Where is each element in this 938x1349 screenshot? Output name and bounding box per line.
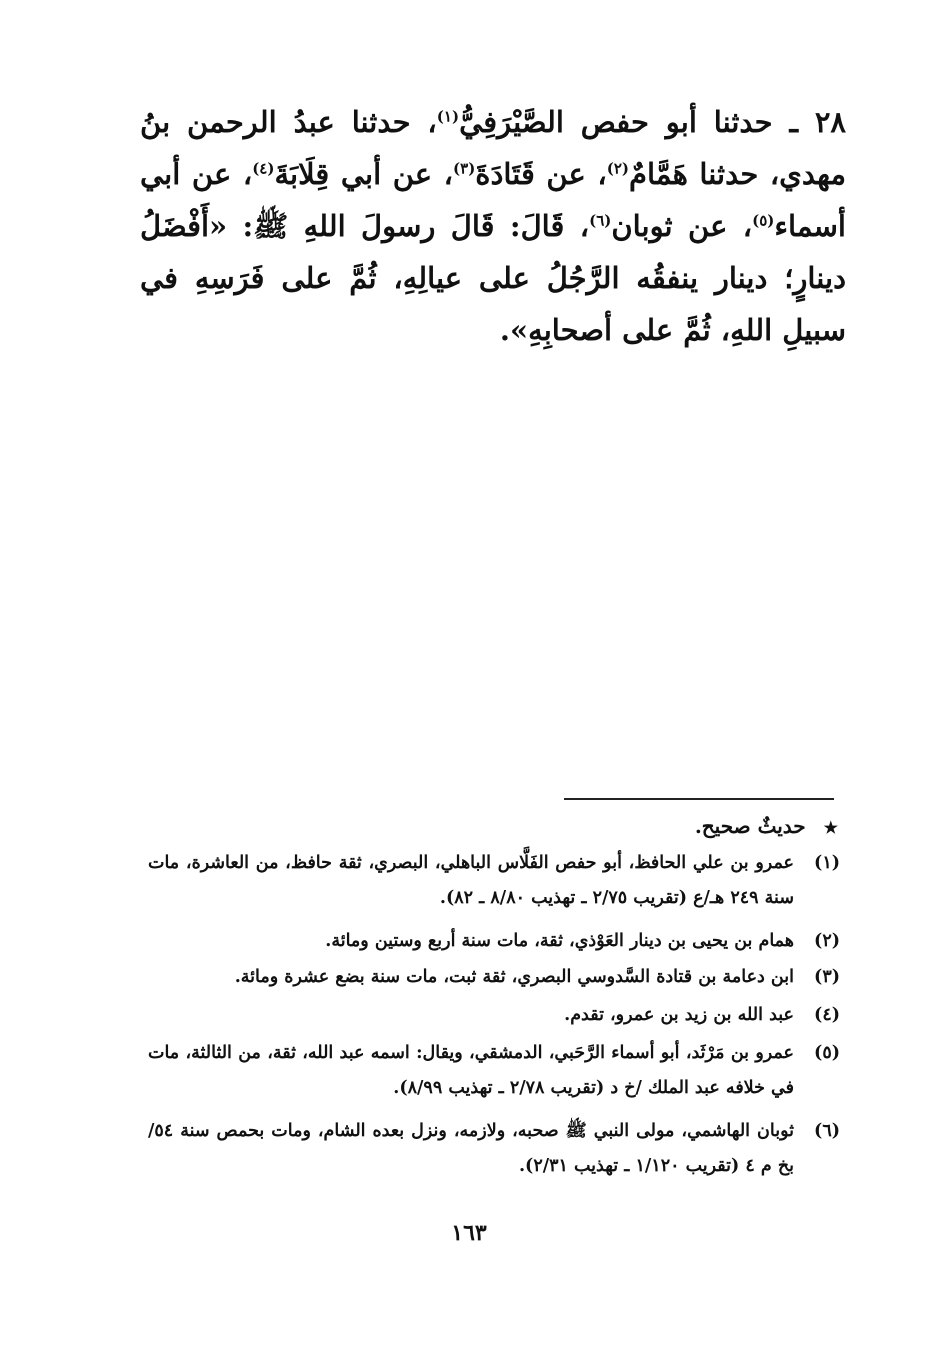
footnote-number: (٥) — [814, 1043, 840, 1063]
hadith-segment: حدثنا أبو حفص الصَّيْرَفِيُّ — [459, 105, 773, 139]
footnote-4 — [148, 998, 838, 1033]
hadith-text — [140, 96, 846, 356]
hadith-segment: ، قَالَ: قَالَ رسولَ اللهِ ﷺ: «أَفْضَلُ دينارٍ؛ دينار ينفقُه الرَّجُلُ على عيالِهِ، ثُمَّ على فَرَسِهِ في سبيلِ اللهِ، ثُمَّ على أصحابِهِ». — [140, 209, 846, 347]
footnote-ref[interactable]: (٢) — [606, 159, 630, 178]
footnote-number: (١) — [814, 853, 840, 873]
footnote-number: (٣) — [814, 967, 840, 987]
footnote-ref[interactable]: (٦) — [589, 211, 612, 230]
footnote-text: عمرو بن علي الحافظ، أبو حفص الفَلَّاس الباهلي، البصري، ثقة حافظ، من العاشرة، مات سنة ٢٤٩ هـ/ع (تقريب ٢/٧٥ ـ تهذيب ٨/٨٠ ـ ٨٢). — [148, 853, 794, 908]
footnote-ref[interactable]: (٤) — [252, 159, 275, 178]
star-icon: ★ — [823, 818, 838, 837]
grading-text: حديثٌ صحيح. — [694, 814, 806, 838]
footnote-text: ثوبان الهاشمي، مولى النبي ﷺ صحبه، ولازمه، ونزل بعده الشام، ومات بحمص سنة ٥٤/بخ م ٤ (تقريب ١/١٢٠ ـ تهذيب ٢/٣١). — [148, 1121, 794, 1176]
hadith-segment: ، عن قَتَادَةَ — [475, 157, 607, 191]
footnote-ref[interactable]: (٥) — [752, 211, 775, 230]
page-number: ١٦٣ — [451, 1220, 487, 1246]
footnote-number: (٢) — [814, 931, 840, 951]
hadith-number: ٢٨ ـ — [789, 105, 847, 139]
hadith-segment: ، حدثنا عبدُ الرحمن بنُ مهدي، حدثنا هَمَّامٌ — [140, 105, 846, 191]
footnote-text: ابن دعامة بن قتادة السَّدوسي البصري، ثقة ثبت، مات سنة بضع عشرة ومائة. — [234, 967, 794, 987]
footnote-5 — [148, 1036, 838, 1106]
footnote-2 — [148, 924, 838, 959]
footnote-text: همام بن يحيى بن دينار العَوْذي، ثقة، مات سنة أربع وستين ومائة. — [325, 931, 794, 951]
footnote-ref[interactable]: (٣) — [453, 159, 476, 178]
footnote-3 — [148, 960, 838, 995]
footnote-number: (٤) — [814, 1005, 840, 1025]
footnote-6 — [148, 1114, 838, 1184]
footnote-divider — [564, 798, 834, 800]
hadith-segment: ، عن أبي أسماء — [140, 157, 846, 243]
hadith-grading — [695, 808, 838, 846]
hadith-segment: ، عن أبي قِلَابَةَ — [274, 157, 454, 191]
footnote-ref[interactable]: (١) — [436, 107, 460, 126]
footnote-text: عمرو بن مَرْثَد، أبو أسماء الرَّحَبي، الدمشقي، ويقال: اسمه عبد الله، ثقة، من الثالثة، مات في خلافه عبد الملك /خ د (تقريب ٢/٧٨ ـ تهذيب ٨/٩٩). — [148, 1043, 794, 1098]
footnote-number: (٦) — [814, 1121, 840, 1141]
footnote-text: عبد الله بن زيد بن عمرو، تقدم. — [564, 1005, 794, 1025]
footnote-1 — [148, 846, 838, 916]
hadith-segment: ، عن ثوبان — [611, 209, 753, 243]
